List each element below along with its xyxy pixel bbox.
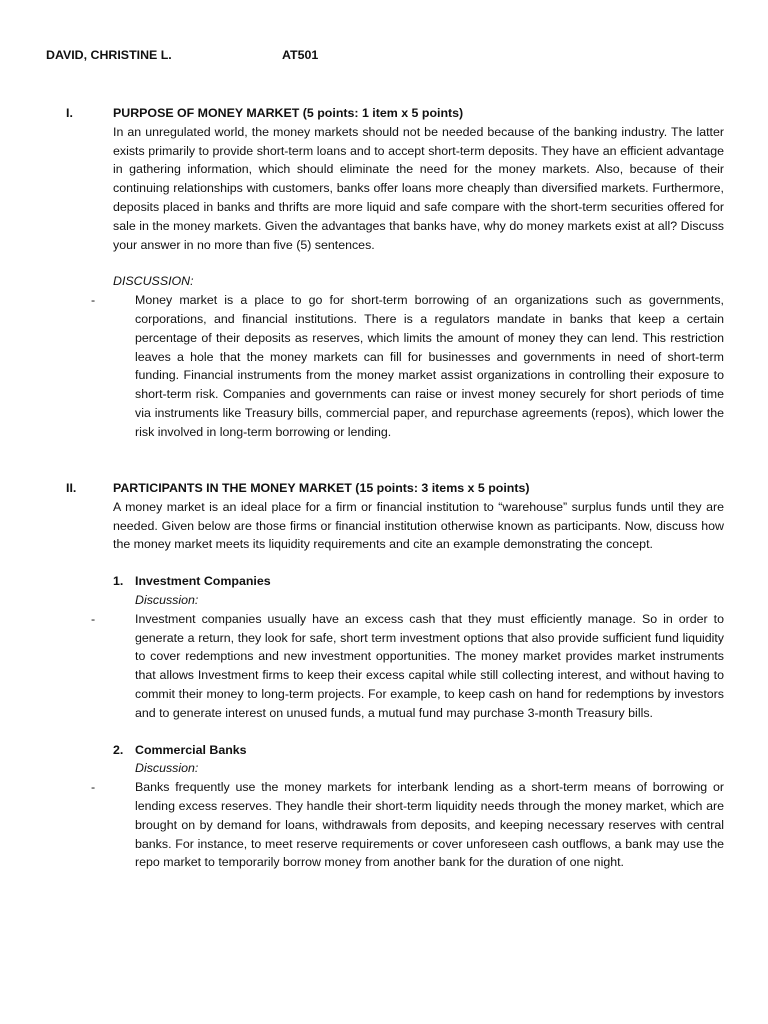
section-title: PARTICIPANTS IN THE MONEY MARKET (15 points: 3 items x 5 points) xyxy=(113,481,530,495)
item-title: Commercial Banks xyxy=(135,742,247,757)
item-heading xyxy=(113,741,724,760)
participant-item-investment-companies xyxy=(91,572,724,722)
discussion-label: Discussion: xyxy=(135,592,199,607)
bullet-dash: - xyxy=(91,293,96,308)
section-number: II. xyxy=(66,481,77,495)
discussion-answer xyxy=(91,778,724,872)
discussion-answer xyxy=(91,610,724,723)
item-number: 1. xyxy=(113,574,124,589)
section-participants xyxy=(66,479,724,872)
discussion-answer xyxy=(91,291,724,441)
answer-text: Money market is a place to go for short-term borrowing of an organizations such as governments, corporations, and financial institutions. There is a regulators mandate in banks that keep a certain percentage of their deposits as reserves, which limits the amount of money they can lend. This restriction leaves a hole that the money markets can fill for businesses and governments in need of short-term funding. Financial instruments from the money market assist organizations in controlling their exposure to short-term risk. Companies and governments can raise or invest money securely for short periods of time via instruments like Treasury bills, commercial paper, and repurchase agreements (repos), which lower the risk involved in long-term borrowing or lending. xyxy=(135,293,724,439)
item-title: Investment Companies xyxy=(135,574,271,589)
answer-text: Investment companies usually have an excess cash that they must efficiently manage. So in order to generate a return, they look for safe, short term investment options that also provide sufficient fund liquidity to cover redemptions and new investment opportunities. The money market provides market instruments that allows Investment firms to keep their excess capital while still collecting interest, and without having to commit their money to long-term projects. For example, to keep cash on hand for redemptions by investors and to generate interest on unused funds, a mutual fund may purchase 3-month Treasury bills. xyxy=(135,611,724,720)
section-prompt: In an unregulated world, the money markets should not be needed because of the banking industry. The latter exists primarily to provide short-term loans and to accept short-term deposits. They have an efficient advantage in gathering information, which should eliminate the need for the money markets. Also, because of their continuing relationships with customers, banks offer loans more cheaply than diversified markets. Furthermore, deposits placed in banks and thrifts are more liquid and safe compare with the short-term securities offered for sale in the money markets. Given the advantages that banks have, why do money markets exist at all? Discuss your answer in no more than five (5) sentences. xyxy=(113,124,724,252)
item-number: 2. xyxy=(113,742,124,757)
section-prompt: A money market is an ideal place for a firm or financial institution to “warehouse” surplus funds until they are needed. Given below are those firms or financial institution otherwise known as participants. Now, discuss how the money market meets its liquidity requirements and cite an example demonstrating the concept. xyxy=(113,499,724,552)
item-heading xyxy=(113,572,724,591)
student-name: DAVID, CHRISTINE L. xyxy=(46,48,172,62)
discussion-label: DISCUSSION: xyxy=(113,274,194,289)
discussion-label: Discussion: xyxy=(135,761,199,776)
section-number: I. xyxy=(66,106,73,120)
bullet-dash: - xyxy=(91,611,96,626)
participant-item-commercial-banks xyxy=(91,741,724,873)
section-title: PURPOSE OF MONEY MARKET (5 points: 1 item x 5 points) xyxy=(113,106,464,120)
document-header xyxy=(46,46,726,65)
section-purpose xyxy=(66,104,724,442)
course-code: AT501 xyxy=(282,48,319,62)
bullet-dash: - xyxy=(91,780,96,795)
answer-text: Banks frequently use the money markets for interbank lending as a short-term means of borrowing or lending excess reserves. They handle their short-term liquidity needs through the money market, which are brought on by demand for loans, withdrawals from deposits, and keeping necessary reserves with central banks. For instance, to meet reserve requirements or cover unforeseen cash outflows, a bank may use the repo market to temporarily borrow money from another bank for the duration of one night. xyxy=(135,780,724,870)
